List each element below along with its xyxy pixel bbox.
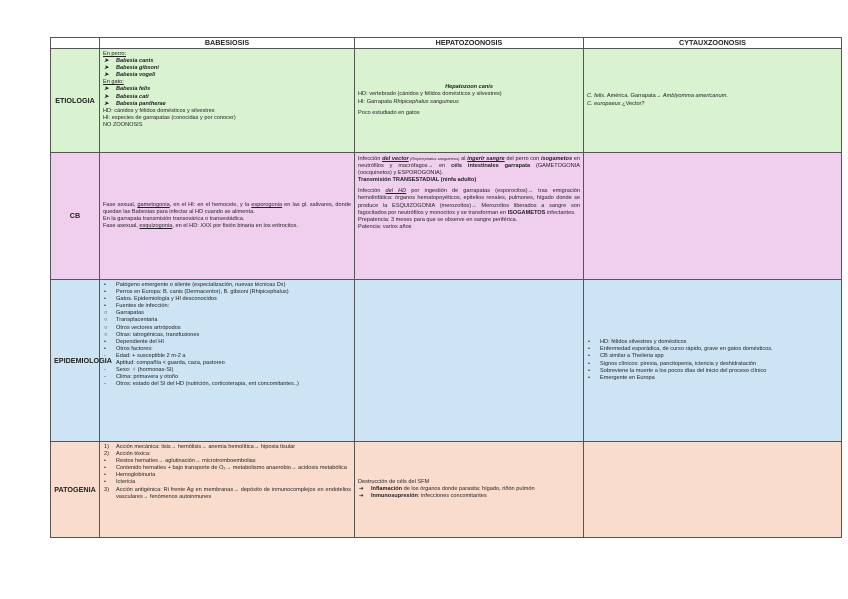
list-item: ➤ Babesia canis (103, 58, 351, 65)
list-item: ➤ Babesia felis (103, 86, 351, 93)
epidemiologia-babesiosis-list (103, 282, 351, 388)
header-corner (51, 38, 100, 49)
epidemiologia-hepatozoonosis-cell (355, 280, 584, 442)
list-item: 1) Acción mecánica: lisis→ hemólisis→ anemia hemolítica→ hipoxia tisular (103, 444, 351, 451)
epidemiologia-cytauxzoonosis-cell (584, 280, 842, 442)
patogenia-babesiosis-list (103, 444, 351, 501)
text-line: C. europaeus ¿Vector? (587, 100, 645, 107)
list-item: • Ictericia (103, 479, 351, 486)
text-line: HI: especies de garrapatas (conocidas y por conocer) (103, 114, 236, 121)
row-label-patogenia: PATOGENIA (51, 442, 100, 538)
list-item: ○ Otros vectores artrópodos (103, 325, 351, 332)
list-item: • Restos hematíes→ aglutinación→ microtromboembolias (103, 458, 351, 465)
cb-babesiosis-cell (100, 153, 355, 280)
header-row (51, 38, 842, 49)
list-item: 3) Acción antigénica: Ri frente Ag en membranas→ depósito de inmunocomplejos en endotelios vasculares→ fenómenos autoinmunes (103, 487, 351, 501)
patogenia-hepatozoonosis-list (358, 486, 580, 500)
paragraph: Fase asexual, esquizogonia, en el HD: XXX por fisión binaria en los eritrocitos. (103, 223, 298, 230)
patogenia-hepatozoonosis-cell (355, 442, 584, 538)
list-item: ➤ Babesia vogeli (103, 72, 351, 79)
list-item: • Emergente en Europa (587, 375, 838, 382)
patogenia-cytauxzoonosis-cell (584, 442, 842, 538)
list-item: • Signos clínicos: pirexia, pancitopenia, ictericia y deshidratación (587, 361, 838, 368)
paragraph: Fase sexual, gametogonia, en el HI: en el hemocele, y la esporogonia en las gl. salivares, donde quedan las Babesias para infectar al HD cuando se alimenta. (103, 201, 351, 215)
paragraph: En la garrapata transmisión transovárica o transestádica. (103, 216, 245, 222)
list-item: • Otros factores: (103, 346, 351, 353)
text-line: HD: cánidos y félidos domésticos y silvestres (103, 107, 215, 114)
list-item: • Enfermedad esporádica, de curso rápido, grave en gatos domésticos. (587, 346, 838, 353)
list-item: - Aptitud: compañía < guarda, caza, pastoreo (103, 360, 351, 367)
header-hepatozoonosis: HEPATOZOONOSIS (355, 38, 584, 49)
text-line: NO ZOONOSIS (103, 121, 143, 128)
etiologia-babesiosis-cell (100, 49, 355, 153)
text-line: C. felis. América. Garrapata→ Amblyomma americanum. (587, 93, 728, 100)
list-item: • Patógeno emergente o silente (especialización, nuevas técnicas Dx) (103, 282, 351, 289)
list-item: - Clima: primavera y otoño (103, 374, 351, 381)
row-epidemiologia (51, 280, 842, 442)
epidemiologia-babesiosis-cell (100, 280, 355, 442)
cb-hepatozoonosis-cell (355, 153, 584, 280)
list-item: ○ Transplacentaria (103, 317, 351, 324)
text-line: Destrucción de céls del SFM (358, 478, 430, 485)
cb-cytauxzoonosis-cell (584, 153, 842, 280)
list-item: • CB similar a Theileria spp (587, 353, 838, 360)
header-cytauxzoonosis: CYTAUXZOONOSIS (584, 38, 842, 49)
en-gato-label: En gato: (103, 79, 124, 86)
hepatozoon-title: Hepatozoon canis (445, 84, 493, 91)
paragraph: Prepatencia: 3 meses para que se observe en sangre periférica. (358, 216, 518, 223)
text-line: Poco estudiado en gatos (358, 109, 420, 116)
list-item: • Gatos. Epidemiología y HI desconocidos (103, 296, 351, 303)
list-item: ➤ Babesia cati (103, 94, 351, 101)
list-item: 2) Acción tóxica: (103, 451, 351, 458)
etiologia-hepatozoonosis-cell (355, 49, 584, 153)
list-item: • Contenido hematíes + bajo transporte de O₂→ metabolismo anaerobio→ acidosis metabólica (103, 465, 351, 472)
text-line: HD: vertebrado (cánidos y félidos domésticos y silvestres) (358, 91, 502, 98)
list-item: • Sobreviene la muerte a los pocos días del inicio del proceso clínico (587, 368, 838, 375)
row-etiologia (51, 49, 842, 153)
gato-species-list (103, 86, 351, 107)
row-patogenia (51, 442, 842, 538)
list-item: • Fuentes de infección: (103, 303, 351, 310)
epidemiologia-cytauxzoonosis-list (587, 339, 838, 382)
row-label-etiologia: ETIOLOGIA (51, 49, 100, 153)
list-item: ○ Garrapatas (103, 310, 351, 317)
row-label-cb: CB (51, 153, 100, 280)
paragraph: Patencia: varios años (358, 223, 412, 230)
header-babesiosis: BABESIOSIS (100, 38, 355, 49)
paragraph: Infección del vector (Rhipicephalus sanguineus) al ingerir sangre del perro con isogametos en neutrófilos y macrófagos→ en céls intestinales garrapata (GAMETOGONIA (oocquinetos) y ESPOROGONIA). (358, 156, 580, 177)
list-item: • Hemoglobinuria (103, 472, 351, 479)
list-item: ➤ Babesia pantherae (103, 101, 351, 108)
row-label-epidemiologia: EPIDEMIOLOGIA (51, 280, 100, 442)
list-item: ➤ Babesia gibsoni (103, 65, 351, 72)
en-perro-label: En perro: (103, 51, 127, 57)
paragraph: Transmisión TRANSESTADIAL (ninfa adulto) (358, 177, 477, 184)
perro-species-list (103, 58, 351, 79)
list-item: - Otros: estado del SI del HD (nutrición, corticoterapia, ent concomitantes..) (103, 381, 351, 388)
list-item: • Dependiente del HI (103, 339, 351, 346)
comparison-table (50, 37, 842, 538)
list-item: ➔ Inmunosupresión: infecciones concomitantes (358, 493, 580, 500)
list-item: ➔ Inflamación de los órganos donde parasita: hígado, riñón pulmón (358, 486, 580, 493)
list-item: - Sexo: ♀ (hormonas-SI) (103, 367, 351, 374)
list-item: • Perros en Europa: B. canis (Dermacentor), B. gibsoni (Rhipicephalus) (103, 289, 351, 296)
list-item: ○ Otras: iatrogénicas, transfusiones (103, 332, 351, 339)
text-line: HI: Garrapata Rhipicephalus sanguineus (358, 98, 459, 105)
paragraph: Infección del HD por ingestión de garrapatas (esporocitos)→ tras emigración hemolinfática: órganos hematopoyéticos, epitelios renales, pulmones, hígado donde se produce la ESQUIZOGONIA (merozoítos)→ Merozoítos liberados a sangre son fagocitados por neutrófilos y monocitos y se transforman en ISOGAMETOS infectantes. (358, 188, 580, 216)
etiologia-cytauxzoonosis-cell (584, 49, 842, 153)
list-item: • HD: félidos silvestres y domésticos (587, 339, 838, 346)
patogenia-babesiosis-cell (100, 442, 355, 538)
list-item: - Edad: + susceptible 2 m-2 a (103, 353, 351, 360)
row-cb (51, 153, 842, 280)
